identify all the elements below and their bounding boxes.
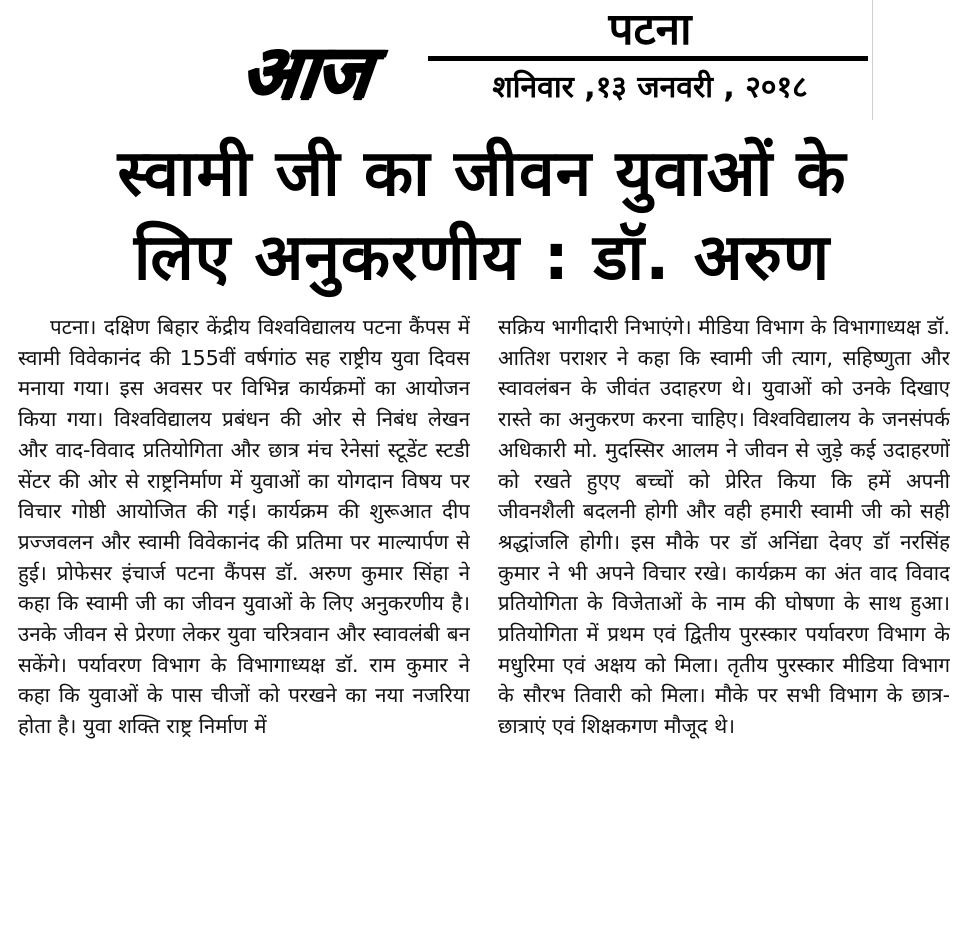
headline-line-1: स्वामी जी का जीवन युवाओं के (117, 137, 847, 211)
masthead (0, 0, 964, 140)
column-right-text: सक्रिय भागीदारी निभाएंगे। मीडिया विभाग के विभागाध्यक्ष डॉ. आतिश पराशर ने कहा कि स्वामी जी त्याग, सहिष्णुता और स्वावलंबन के जीवंत उदाहरण थे। युवाओं को उनके दिखाए रास्ते का अनुकरण करना चाहिए। विश्वविद्यालय के जनसंपर्क अधिकारी मो. मुदस्सिर आलम ने जीवन से जुड़े कई उदाहरणों को रखते हुएए बच्चों को प्रेरित किया कि हमें अपनी जीवनशैली बदलनी होगी और वही हमारी स्वामी जी को सही श्रद्धांजलि होगी। इस मौके पर डॉ अनिंद्या देवए डॉ नरसिंह कुमार ने भी अपने विचार रखे। कार्यक्रम का अंत वाद विवाद प्रतियोगिता के विजेताओं के नाम की घोषणा के साथ हुआ। प्रतियोगिता में प्रथम एवं द्वितीय पुरस्कार पर्यावरण विभाग के मधुरिमा एवं अक्षय को मिला। तृतीय पुरस्कार मीडिया विभाग के सौरभ तिवारी को मिला। मौके पर सभी विभाग के छात्र-छात्राएं एवं शिक्षकगण मौजूद थे। (498, 315, 950, 739)
article-column-right (498, 312, 950, 924)
edition-date: शनिवार ,१३ जनवरी , २०१८ (492, 70, 808, 105)
clipping-edge (872, 0, 873, 120)
column-left-text: पटना। दक्षिण बिहार केंद्रीय विश्वविद्यालय पटना कैंपस में स्वामी विवेकानंद की 155वीं वर्षगांठ सह राष्ट्रीय युवा दिवस मनाया गया। इस अवसर पर विभिन्न कार्यक्रमों का आयोजन किया गया। विश्वविद्यालय प्रबंधन की ओर से निबंध लेखन और वाद-विवाद प्रतियोगिता और छात्र मंच रेनेसां स्टूडेंट स्टडी सेंटर की ओर से राष्ट्रनिर्माण में युवाओं का योगदान विषय पर विचार गोष्ठी आयोजित की गई। कार्यक्रम की शुरूआत दीप प्रज्जवलन और स्वामी विवेकानंद की प्रतिमा पर माल्यार्पण से हुई। प्रोफेसर इंचार्ज पटना कैंपस डॉ. अरुण कुमार सिंहा ने कहा कि स्वामी जी का जीवन युवाओं के लिए अनुकरणीय है। उनके जीवन से प्रेरणा लेकर युवा चरित्रवान और स्वावलंबी बन सकेंगे। पर्यावरण विभाग के विभागाध्यक्ष डॉ. राम कुमार ने कहा कि युवाओं के पास चीजों को परखने का नया नजरिया होता है। युवा शक्ति राष्ट्र निर्माण में (18, 315, 470, 739)
article-body (18, 312, 950, 924)
article-headline (10, 132, 954, 302)
newspaper-logo: आज (237, 28, 373, 115)
headline-line-2: लिए अनुकरणीय : डॉ. अरुण (133, 221, 831, 295)
article-column-left (18, 312, 470, 924)
edition-city: पटना (608, 4, 692, 55)
masthead-divider (428, 56, 868, 61)
